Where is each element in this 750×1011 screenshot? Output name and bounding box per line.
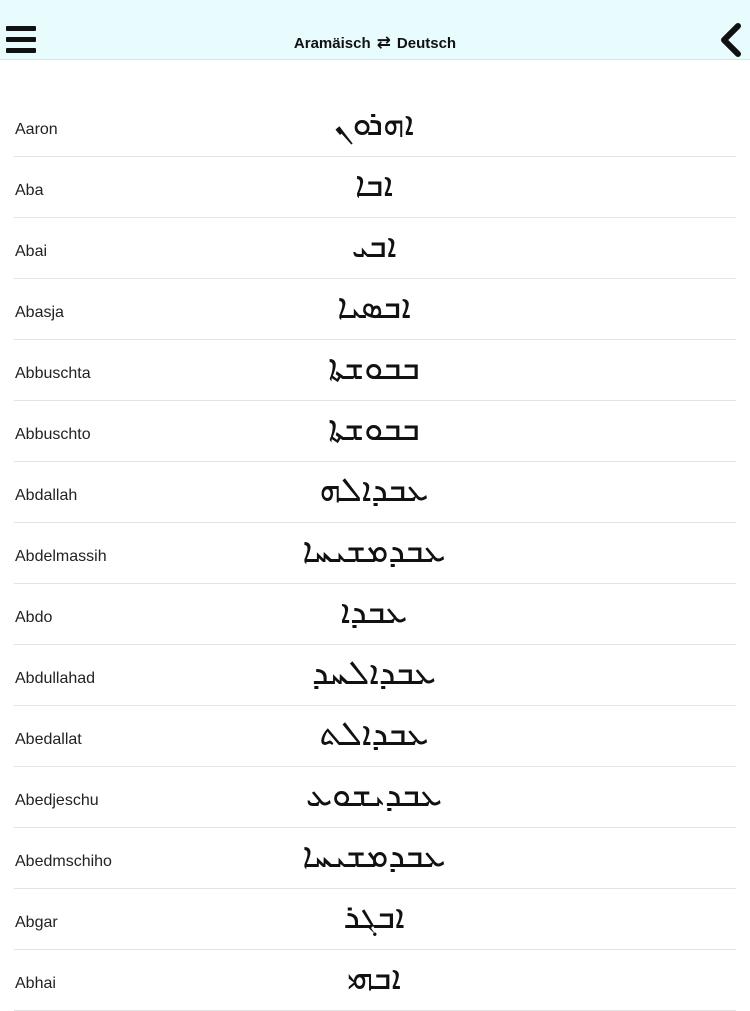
page-title (0, 33, 750, 53)
list-item[interactable] (14, 340, 736, 401)
list-item[interactable] (14, 584, 736, 645)
german-word: Aba (15, 182, 44, 199)
swap-languages-icon[interactable]: ⇄ (376, 33, 391, 52)
list-item[interactable] (14, 706, 736, 767)
german-word: Abasja (15, 304, 64, 321)
german-word: Abdelmassih (15, 548, 107, 565)
aramaic-word: ܐܒܣܝܐ (337, 287, 411, 327)
list-item[interactable] (14, 889, 736, 950)
aramaic-word: ܐܗܪܘܢ (334, 104, 414, 144)
aramaic-word: ܥܒܕܐܠܚܕ (311, 653, 437, 693)
aramaic-word: ܒܒܘܫܬܐ (328, 348, 420, 388)
aramaic-word: ܥܒܕܐܠܗ (319, 470, 429, 510)
chevron-left-icon[interactable] (716, 22, 746, 58)
aramaic-word: ܒܒܘܫܬܐ (328, 409, 420, 449)
german-word: Abdallah (15, 487, 78, 504)
aramaic-word: ܥܒܕܡܫܝܚܐ (302, 836, 446, 876)
aramaic-word: ܥܒܕܐܠܬ (319, 714, 429, 754)
german-word: Abgar (15, 914, 58, 931)
list-item[interactable] (14, 523, 736, 584)
list-item[interactable] (14, 401, 736, 462)
title-source-language: Aramäisch (293, 35, 371, 52)
german-word: Aaron (15, 121, 58, 138)
list-item[interactable] (14, 828, 736, 889)
aramaic-word: ܐܒܓܪ (343, 897, 405, 937)
list-item[interactable] (14, 279, 736, 340)
list-item[interactable] (14, 950, 736, 1011)
german-word: Abai (15, 243, 48, 260)
top-bar (0, 0, 750, 60)
list-item[interactable] (14, 96, 736, 157)
german-word: Abbuschta (15, 365, 91, 382)
german-word: Abhai (15, 975, 56, 992)
aramaic-word: ܐܒܐ (354, 165, 394, 205)
aramaic-word: ܥܒܕܐ (340, 592, 408, 632)
list-item[interactable] (14, 157, 736, 218)
title-target-language: Deutsch (396, 35, 457, 52)
german-word: Abdo (15, 609, 53, 626)
aramaic-word: ܥܒܕܝܫܘܥ (305, 775, 443, 815)
list-item[interactable] (14, 645, 736, 706)
aramaic-word: ܐܒܗܝ (347, 958, 401, 998)
german-word: Abedallat (15, 731, 82, 748)
german-word: Abedmschiho (15, 853, 112, 870)
list-item[interactable] (14, 462, 736, 523)
german-word: Abbuschto (15, 426, 91, 443)
word-list (0, 96, 750, 1011)
aramaic-word: ܥܒܕܡܫܝܚܐ (302, 531, 446, 571)
german-word: Abedjeschu (15, 792, 99, 809)
list-item[interactable] (14, 218, 736, 279)
german-word: Abdullahad (15, 670, 96, 687)
aramaic-word: ܐܒܝ (351, 226, 397, 266)
list-item[interactable] (14, 767, 736, 828)
